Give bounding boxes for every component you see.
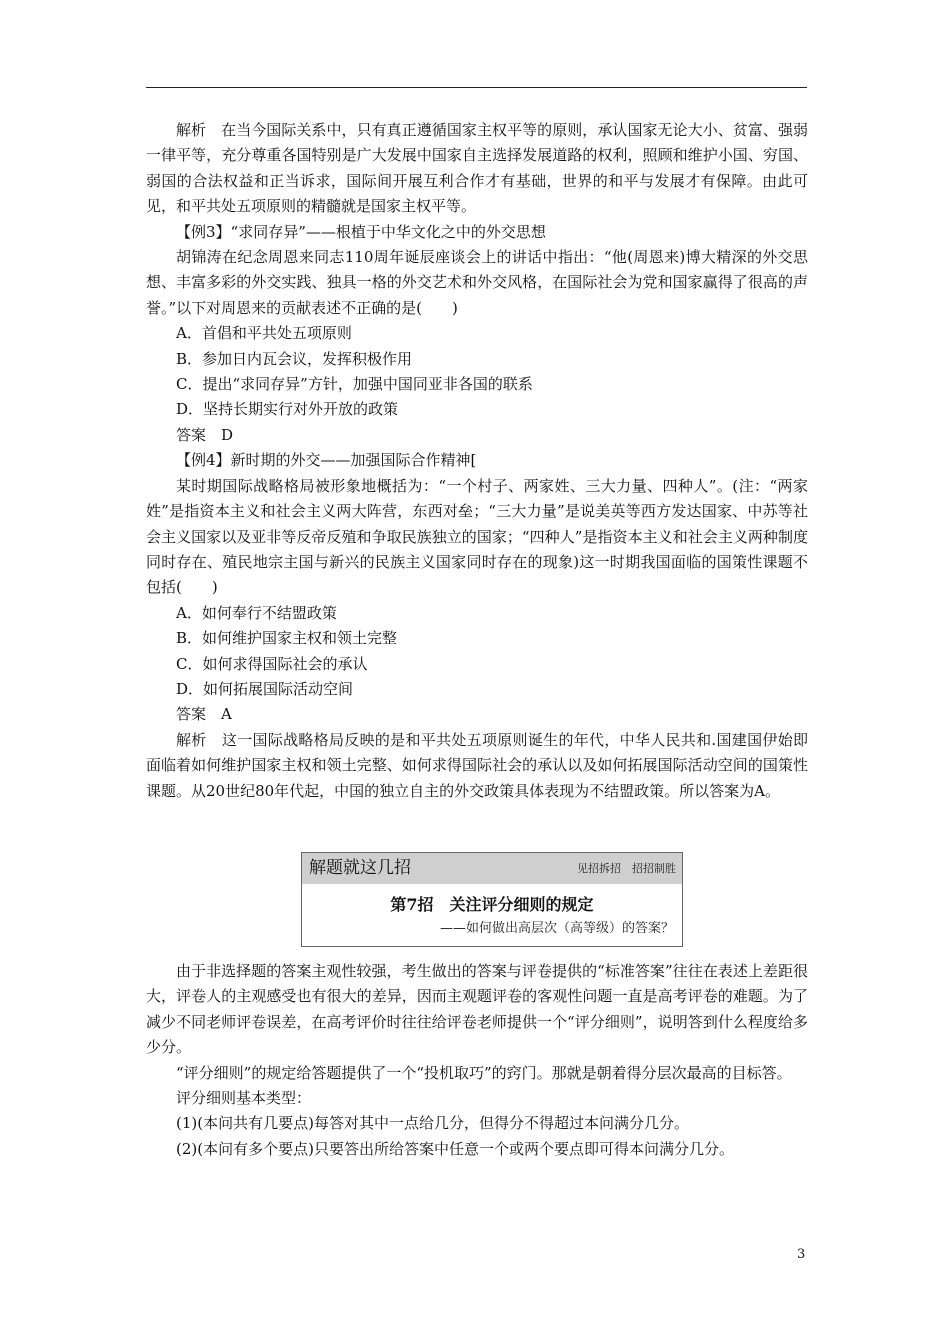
example-3-heading: 【例3】“求同存异”——根植于中华文化之中的外交思想: [176, 222, 546, 241]
example-3-question: 胡锦涛在纪念周恩来同志110周年诞辰座谈会上的讲话中指出：“他(周恩来)博大精深的外交思想、丰富多彩的外交实践、独具一格的外交艺术和外交风格，在国际社会为党和国家赢得了很高的声誉。”以下对周恩来的贡献表述不正确的是( ): [146, 248, 808, 317]
page-number: 3: [797, 1247, 806, 1262]
body-paragraph-1: 由于非选择题的答案主观性较强，考生做出的答案与评卷提供的“标准答案”往往在表述上差距很大，评卷人的主观感受也有很大的差异，因而主观题评卷的客观性问题一直是高考评卷的难题。为了减少不同老师评卷误差，在高考评价时往往给评卷老师提供一个“评分细则”，说明答到什么程度给多少分。: [146, 962, 808, 1057]
answer-example-3: 答案 D: [176, 425, 234, 444]
body-paragraph-3: 评分细则基本类型：: [176, 1089, 312, 1108]
analysis-paragraph-1: 解析 在当今国际关系中，只有真正遵循国家主权平等的原则，承认国家无论大小、贫富、强弱一律平等，充分尊重各国特别是广大发展中国家自主选择发展道路的权利，照顾和维护小国、穷国、弱国的合法权益和正当诉求，国际间开展互利合作才有基础，世界的和平与发展才有保障。由此可见，和平共处五项原则的精髓就是国家主权平等。: [146, 121, 808, 216]
analysis-paragraph-2: 解析 这一国际战略格局反映的是和平共处五项原则诞生的年代，中华人民共和.国建国伊始即面临着如何维护国家主权和领土完整、如何求得国际社会的承认以及如何拓展国际活动空间的国策性课题。从20世纪80年代起，中国的独立自主的外交政策具体表现为不结盟政策。所以答案为A。: [146, 730, 808, 800]
rule-type-1: (1)(本问共有几要点)每答对其中一点给几分，但得分不得超过本问满分几分。: [176, 1114, 689, 1133]
example-4-question: 某时期国际战略格局被形象地概括为：“一个村子、两家姓、三大力量、四种人”。(注：“两家姓”是指资本主义和社会主义两大阵营，东西对垒；“三大力量”是说美英等西方发达国家、中苏等社会主义国家以及亚非等反帝反殖和争取民族独立的国家；“四种人”是指资本主义和社会主义两种制度同时存在、殖民地宗主国与新兴的民族主义国家同时存在的现象)这一时期我国面临的国策性课题不包括( ): [146, 476, 808, 597]
option-a: A．如何奉行不结盟政策: [176, 603, 337, 622]
tips-box-title: 解题就这几招: [309, 858, 411, 878]
tips-box: [301, 852, 683, 947]
option-a: A．首倡和平共处五项原则: [176, 324, 352, 343]
option-d: D．如何拓展国际活动空间: [176, 679, 354, 698]
option-b: B．如何维护国家主权和领土完整: [176, 629, 398, 648]
header-rule: [146, 87, 807, 88]
tips-box-slogan: 见招拆招 招招制胜: [577, 862, 676, 875]
tips-box-main-title: 第7招 关注评分细则的规定: [390, 895, 594, 914]
tips-box-subtitle: ——如何做出高层次（高等级）的答案？: [439, 921, 674, 936]
example-4-heading: 【例4】新时期的外交——加强国际合作精神[: [176, 451, 477, 470]
body-paragraph-2: “评分细则”的规定给答题提供了一个“投机取巧”的窍门。那就是朝着得分层次最高的目标答。: [176, 1063, 792, 1082]
page-content-top: [146, 118, 808, 804]
answer-example-4: 答案 A: [176, 705, 232, 724]
option-d: D．坚持长期实行对外开放的政策: [176, 400, 399, 419]
rule-type-2: (2)(本问有多个要点)只要答出所给答案中任意一个或两个要点即可得本问满分几分。: [176, 1139, 734, 1158]
option-b: B．参加日内瓦会议，发挥积极作用: [176, 349, 413, 368]
option-c: C．如何求得国际社会的承认: [176, 654, 368, 673]
tips-box-header: [302, 853, 682, 884]
page-content-bottom: [146, 959, 808, 1162]
option-c: C．提出“求同存异”方针，加强中国同亚非各国的联系: [176, 375, 533, 394]
